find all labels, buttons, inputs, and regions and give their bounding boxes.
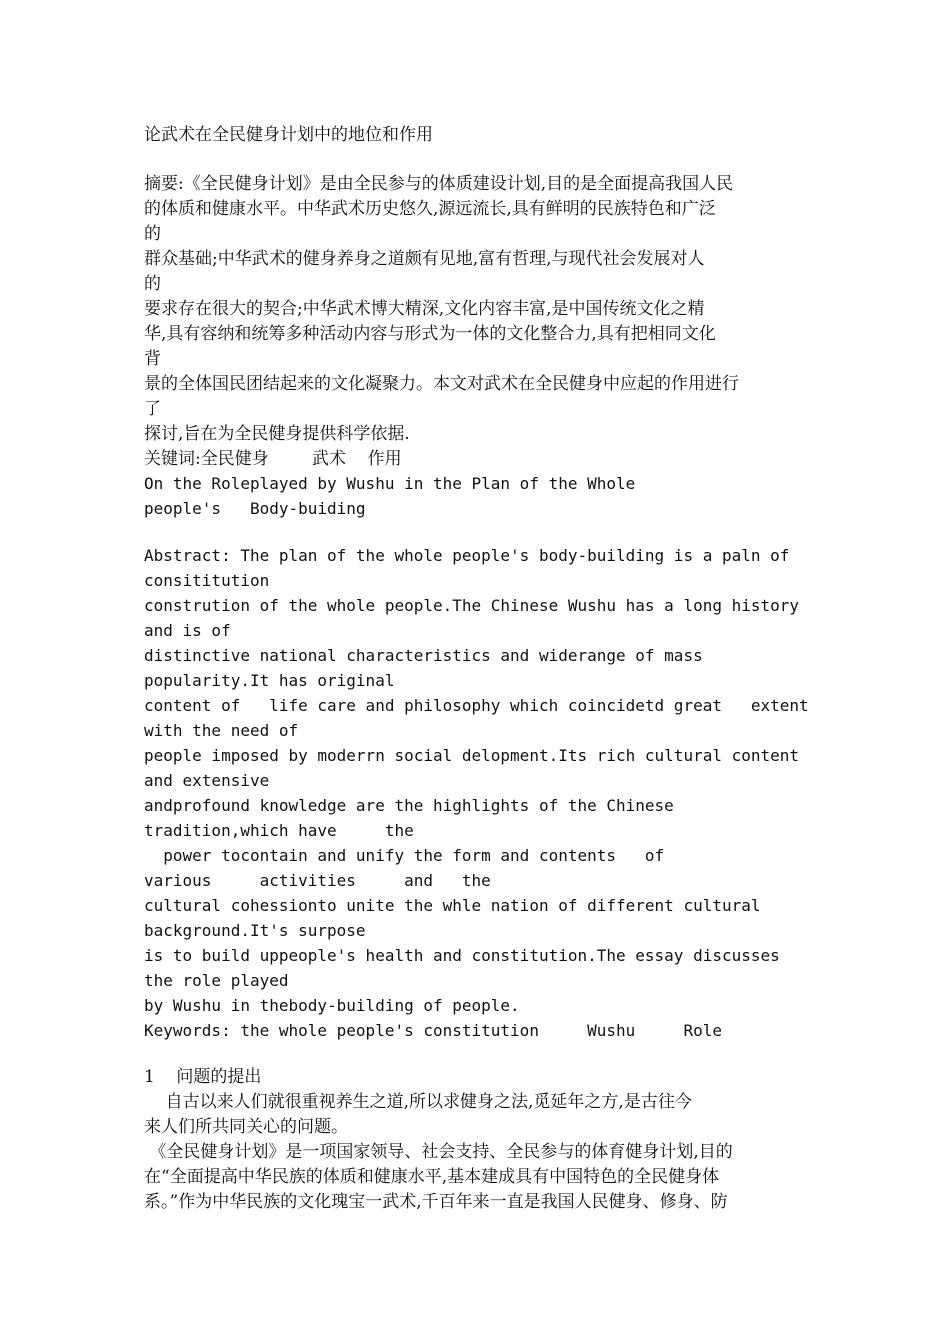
abstract-en-line: distinctive national characteristics and widerange of mass bbox=[144, 646, 703, 665]
body-line: 《全民健身计划》是一项国家领导、社会支持、全民参与的体育健身计划,目的 bbox=[144, 1142, 733, 1162]
english-title-line: On the Roleplayed by Wushu in the Plan of the Whole bbox=[144, 474, 636, 493]
abstract-cn-line: 的 bbox=[144, 274, 161, 294]
abstract-cn-line: 要求存在很大的契合;中华武术博大精深,文化内容丰富,是中国传统文化之精 bbox=[144, 299, 705, 319]
abstract-en-line: andprofound knowledge are the highlights of the Chinese bbox=[144, 796, 674, 815]
paper-title: 论武术在全民健身计划中的地位和作用 bbox=[144, 125, 433, 145]
english-title-line: people's Body-buiding bbox=[144, 499, 366, 518]
abstract-cn-line: 景的全体国民团结起来的文化凝聚力。本文对武术在全民健身中应起的作用进行 bbox=[144, 374, 739, 394]
section-heading: 1 问题的提出 bbox=[144, 1067, 262, 1087]
abstract-en-line: cultural cohessionto unite the whle nation of different cultural bbox=[144, 896, 761, 915]
abstract-en-line: Abstract: The plan of the whole people's body-building is a paln of bbox=[144, 546, 790, 565]
body-line: 系。”作为中华民族的文化瑰宝一武术,千百年来一直是我国人民健身、修身、防 bbox=[144, 1192, 728, 1212]
abstract-en-line: content of life care and philosophy which coincidetd great extent bbox=[144, 696, 809, 715]
keywords-en: Keywords: the whole people's constitution Wushu Role bbox=[144, 1021, 722, 1040]
abstract-cn-line: 背 bbox=[144, 349, 161, 369]
abstract-en-line: popularity.It has original bbox=[144, 671, 395, 690]
abstract-cn-line: 摘要:《全民健身计划》是由全民参与的体质建设计划,目的是全面提高我国人民 bbox=[144, 174, 734, 194]
abstract-cn-line: 的 bbox=[144, 224, 161, 244]
keywords-cn: 关键词:全民健身 武术 作用 bbox=[144, 449, 402, 469]
abstract-en-line: constrution of the whole people.The Chinese Wushu has a long history bbox=[144, 596, 800, 615]
abstract-en-line: power tocontain and unify the form and contents of bbox=[144, 846, 665, 865]
abstract-en-line: and extensive bbox=[144, 771, 270, 790]
abstract-en-line: and is of bbox=[144, 621, 231, 640]
abstract-cn-line: 的体质和健康水平。中华武术历史悠久,源远流长,具有鲜明的民族特色和广泛 bbox=[144, 199, 716, 219]
abstract-en-line: various activities and the bbox=[144, 871, 491, 890]
body-line: 来人们所共同关心的问题。 bbox=[144, 1117, 348, 1137]
abstract-en-line: by Wushu in thebody-building of people. bbox=[144, 996, 520, 1015]
body-line: 在“全面提高中华民族的体质和健康水平,基本建成具有中国特色的全民健身体 bbox=[144, 1167, 720, 1187]
abstract-en-line: the role played bbox=[144, 971, 289, 990]
abstract-en-line: is to build uppeople's health and constitution.The essay discusses bbox=[144, 946, 780, 965]
abstract-en-line: with the need of bbox=[144, 721, 299, 740]
abstract-cn-line: 华,具有容纳和统筹多种活动内容与形式为一体的文化整合力,具有把相同文化 bbox=[144, 324, 716, 344]
abstract-cn-line: 了 bbox=[144, 399, 161, 419]
abstract-en-line: consititution bbox=[144, 571, 270, 590]
abstract-cn-line: 探讨,旨在为全民健身提供科学依据. bbox=[144, 424, 410, 444]
abstract-en-line: tradition,which have the bbox=[144, 821, 414, 840]
abstract-en-line: people imposed by moderrn social delopment.Its rich cultural content bbox=[144, 746, 800, 765]
abstract-cn-line: 群众基础;中华武术的健身养身之道颇有见地,富有哲理,与现代社会发展对人 bbox=[144, 249, 705, 269]
abstract-en-line: background.It's surpose bbox=[144, 921, 366, 940]
body-line: 自古以来人们就很重视养生之道,所以求健身之法,觅延年之方,是古往今 bbox=[144, 1092, 692, 1112]
